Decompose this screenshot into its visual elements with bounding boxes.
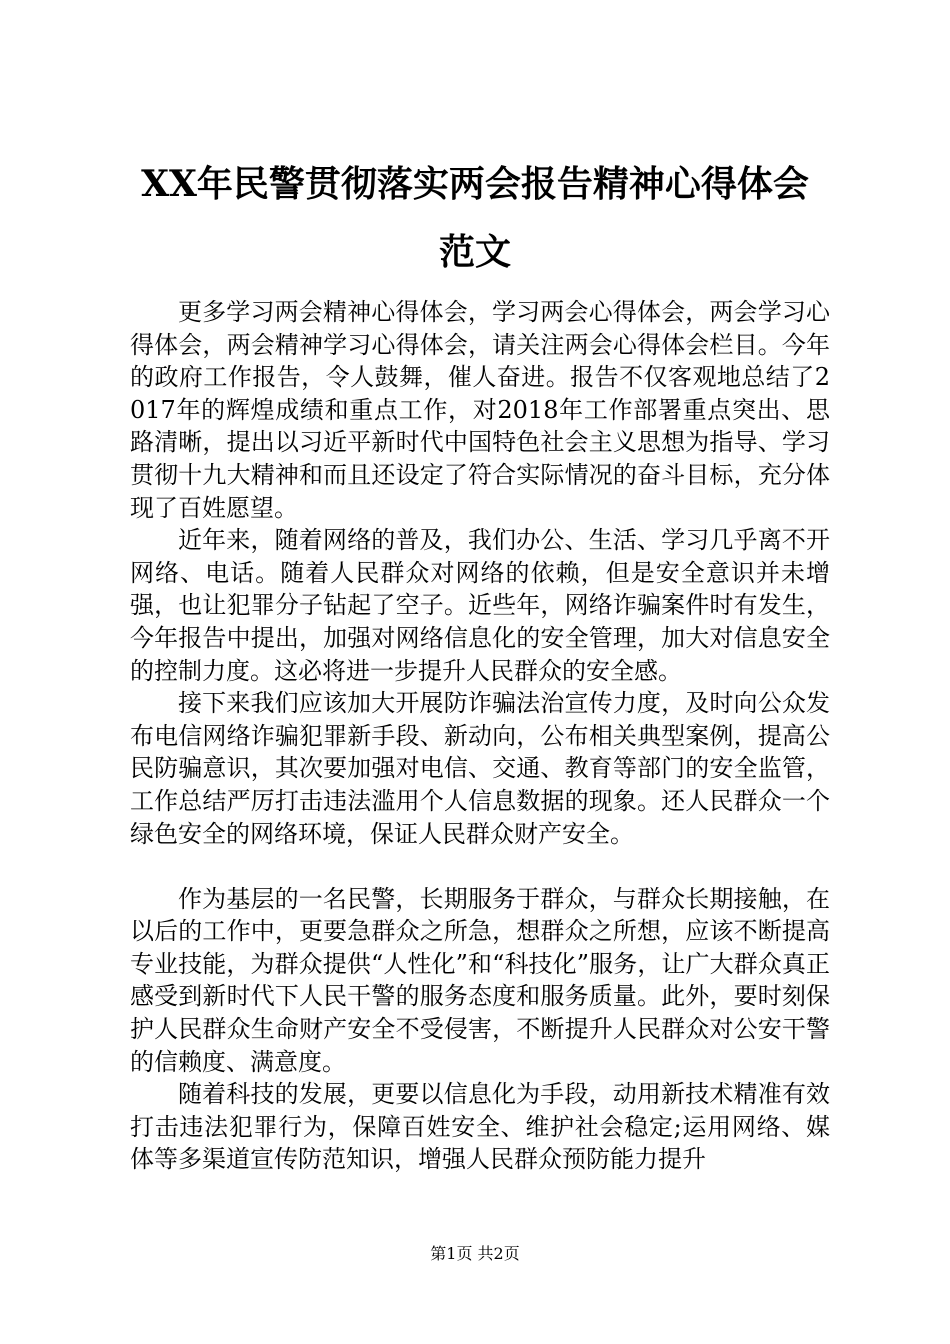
paragraph-3: 接下来我们应该加大开展防诈骗法治宣传力度，及时向公众发布电信网络诈骗犯罪新手段、新动向，公布相关典型案例，提高公民防骗意识，其次要加强对电信、交通、教育等部门的安全监管，工作总结严厉打击违法滥用个人信息数据的现象。还人民群众一个绿色安全的网络环境，保证人民群众财产安全。 — [130, 689, 830, 848]
paragraph-spacer — [130, 850, 830, 883]
paragraph-5: 随着科技的发展，更要以信息化为手段，动用新技术精准有效打击违法犯罪行为，保障百姓安全、维护社会稳定;运用网络、媒体等多渠道宣传防范知识，增强人民群众预防能力提升 — [130, 1080, 830, 1174]
paragraph-1: 更多学习两会精神心得体会，学习两会心得体会，两会学习心得体会，两会精神学习心得体会，请关注两会心得体会栏目。今年的政府工作报告，令人鼓舞，催人奋进。报告不仅客观地总结了2017年的辉煌成绩和重点工作，对2018年工作部署重点突出、思路清晰，提出以习近平新时代中国特色社会主义思想为指导、学习贯彻十九大精神和而且还设定了符合实际情况的奋斗目标，充分体现了百姓愿望。 — [130, 298, 830, 522]
document-title: XX年民警贯彻落实两会报告精神心得体会范文 — [141, 163, 809, 273]
paragraph-2: 近年来，随着网络的普及，我们办公、生活、学习几乎离不开网络、电话。随着人民群众对网络的依赖，但是安全意识并未增强，也让犯罪分子钻起了空子。近些年，网络诈骗案件时有发生，今年报告中提出，加强对网络信息化的安全管理，加大对信息安全的控制力度。这必将进一步提升人民群众的安全感。 — [130, 526, 830, 685]
page-footer: 第1页 共2页 — [430, 1244, 520, 1263]
document-body — [130, 296, 830, 1176]
paragraph-4: 作为基层的一名民警，长期服务于群众，与群众长期接触，在以后的工作中，更要急群众之所急，想群众之所想，应该不断提高专业技能，为群众提供“人性化”和“科技化”服务，让广大群众真正感受到新时代下人民干警的服务态度和服务质量。此外，要时刻保护人民群众生命财产安全不受侵害，不断提升人民群众对公安干警的信赖度、满意度。 — [130, 884, 830, 1076]
